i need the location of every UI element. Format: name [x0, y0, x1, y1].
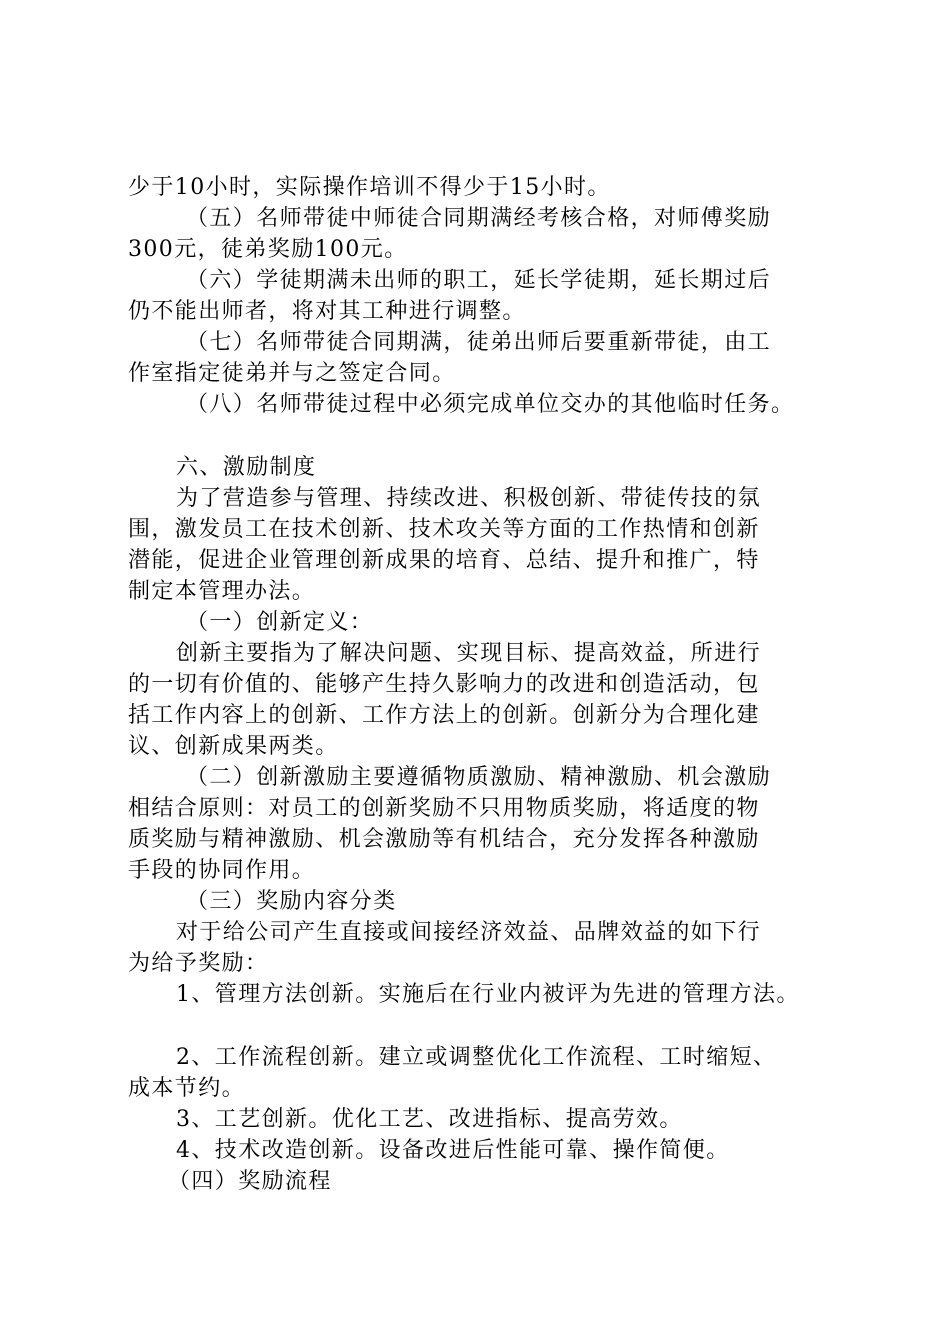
text-line: 括工作内容上的创新、工作方法上的创新。创新分为合理化建: [128, 703, 760, 728]
text-line: 议、创新成果两类。: [128, 734, 339, 759]
text-line: 手段的协同作用。: [128, 858, 316, 883]
subsection-heading: （三）奖励内容分类: [186, 889, 397, 914]
document-body: [128, 172, 848, 1197]
text-line: 的一切有价值的、能够产生持久影响力的改进和创造活动，包: [128, 672, 760, 697]
text-line: （五）名师带徒中师徒合同期满经考核合格，对师傅奖励: [186, 206, 772, 231]
text-line: 成本节约。: [128, 1076, 246, 1101]
text-line: （八）名师带徒过程中必须完成单位交办的其他临时任务。: [186, 392, 795, 417]
text-line: 仍不能出师者，将对其工种进行调整。: [128, 299, 526, 324]
section-heading: 六、激励制度: [176, 455, 317, 480]
text-line: 相结合原则：对员工的创新奖励不只用物质奖励，将适度的物: [128, 796, 760, 821]
text-line: 制定本管理办法。: [128, 579, 316, 604]
text-line: 围，激发员工在技术创新、技术攻关等方面的工作热情和创新: [128, 517, 760, 542]
list-item: 1、管理方法创新。实施后在行业内被评为先进的管理方法。: [176, 982, 800, 1007]
subsection-heading: （四）奖励流程: [168, 1169, 332, 1194]
subsection-heading: （一）创新定义：: [186, 610, 374, 635]
spacer: [128, 1010, 848, 1042]
list-item: 4、技术改造创新。设备改进后性能可靠、操作简便。: [176, 1138, 730, 1163]
text-line: 300元，徒弟奖励100元。: [128, 237, 408, 262]
list-item: 2、工作流程创新。建立或调整优化工作流程、工时缩短、: [176, 1045, 777, 1070]
text-line: （六）学徒期满未出师的职工，延长学徒期，延长期过后: [186, 268, 772, 293]
text-line: 创新主要指为了解决问题、实现目标、提高效益，所进行: [176, 641, 762, 666]
text-line: （二）创新激励主要遵循物质激励、精神激励、机会激励: [186, 765, 772, 790]
text-line: 为给予奖励：: [128, 951, 269, 976]
spacer: [128, 420, 848, 452]
text-line: 潜能，促进企业管理创新成果的培育、总结、提升和推广，特: [128, 548, 760, 573]
list-item: 3、工艺创新。优化工艺、改进指标、提高劳效。: [176, 1107, 683, 1132]
text-line: 作室指定徒弟并与之签定合同。: [128, 361, 456, 386]
text-line: 少于10小时，实际操作培训不得少于15小时。: [128, 175, 611, 200]
text-line: 质奖励与精神激励、机会激励等有机结合，充分发挥各种激励: [128, 827, 760, 852]
text-line: （七）名师带徒合同期满，徒弟出师后要重新带徒，由工: [186, 330, 772, 355]
text-line: 对于给公司产生直接或间接经济效益、品牌效益的如下行: [176, 920, 762, 945]
text-line: 为了营造参与管理、持续改进、积极创新、带徒传技的氛: [176, 486, 762, 511]
